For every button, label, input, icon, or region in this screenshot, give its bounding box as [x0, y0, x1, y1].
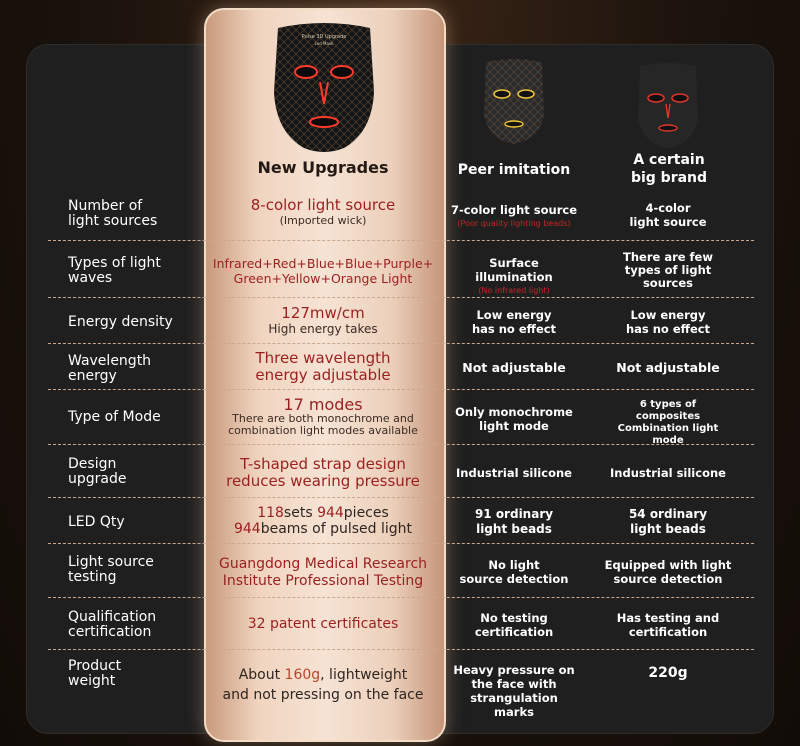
- led-sets-count: 118: [257, 505, 284, 521]
- label-line: Number of: [68, 198, 143, 214]
- led-beams-unit: beams of pulsed light: [260, 521, 413, 537]
- led-pieces-unit: pieces: [343, 505, 389, 521]
- peer-mask-image: [478, 56, 550, 148]
- header-brand-line2: big brand: [630, 170, 708, 186]
- cell-line: 91 ordinary: [474, 507, 554, 521]
- cell-brand-design: [602, 466, 734, 480]
- cell-line: certification: [628, 625, 708, 639]
- cell-brand-testing: [602, 558, 734, 586]
- led-pieces-count: 944: [317, 505, 344, 521]
- cell-main-text: Guangdong Medical Research: [218, 556, 428, 572]
- cell-main-text: 127mw/cm: [281, 304, 365, 322]
- cell-main-text: T-shaped strap design: [240, 455, 406, 473]
- cell-brand-wavelength: [602, 361, 734, 375]
- label-qualification-certification: [68, 610, 156, 640]
- cell-line: Not adjustable: [616, 360, 720, 375]
- cell-sub-text: reduces wearing pressure: [226, 472, 420, 490]
- label-line: waves: [68, 270, 113, 286]
- cell-brand-light-waves: [602, 251, 734, 290]
- cell-new-weight: [206, 665, 440, 705]
- cell-line: Not adjustable: [462, 360, 566, 375]
- row-divider: [48, 389, 754, 390]
- cell-line: 6 types of: [639, 399, 697, 410]
- cell-main-text: 7-color light source: [450, 203, 578, 217]
- cell-new-light-sources: [206, 197, 440, 228]
- cell-line: 54 ordinary: [628, 507, 708, 521]
- label-led-qty: [68, 515, 125, 530]
- cell-sub-text: energy adjustable: [255, 366, 391, 384]
- cell-peer-led-qty: [450, 507, 578, 537]
- cell-main-text: [206, 505, 440, 521]
- cell-sub-text: High energy takes: [268, 322, 378, 336]
- header-new-upgrades: New Upgrades: [257, 158, 389, 177]
- cell-sub-text: (Imported wick): [279, 214, 367, 227]
- cell-line: Low energy: [476, 308, 552, 322]
- header-brand-line1: A certain: [633, 152, 705, 168]
- weight-prefix: About: [238, 667, 285, 683]
- label-product-weight: [68, 659, 121, 689]
- mask-subtitle-text: Led Mask: [314, 41, 334, 46]
- cell-line: sources: [642, 276, 694, 290]
- cell-line: light mode: [479, 419, 549, 433]
- cell-line: source detection: [459, 572, 569, 586]
- cell-new-certification: [206, 616, 440, 633]
- row-divider: [48, 497, 754, 498]
- led-mask-image: [268, 22, 380, 154]
- cell-line: Combination light mode: [617, 423, 719, 446]
- cell-new-wavelength: [206, 350, 440, 384]
- cell-line: light beads: [630, 522, 706, 536]
- label-line: certification: [68, 624, 152, 640]
- cell-line: Heavy pressure on: [453, 663, 575, 677]
- cell-line: has no effect: [471, 322, 557, 336]
- row-divider: [48, 240, 754, 241]
- cell-line: 220g: [648, 665, 688, 681]
- label-line: Wavelength: [68, 353, 152, 369]
- label-types-of-light-waves: [68, 256, 161, 286]
- label-line: Energy density: [68, 314, 173, 330]
- cell-main-text: 17 modes: [283, 395, 363, 414]
- cell-peer-mode: [450, 405, 578, 433]
- cell-line: Industrial silicone: [456, 466, 572, 480]
- cell-main-text: Surface illumination: [475, 256, 553, 284]
- cell-line: types of light: [624, 263, 712, 277]
- cell-main-text: Three wavelength: [255, 349, 391, 367]
- cell-main-text: 8-color light source: [250, 196, 396, 214]
- weight-value: 160g: [284, 667, 321, 683]
- label-line: Qualification: [68, 609, 157, 625]
- brand-mask-image: [632, 60, 704, 152]
- cell-new-light-waves: [206, 256, 440, 286]
- label-line: light sources: [68, 213, 158, 229]
- cell-brand-mode: [602, 399, 734, 447]
- cell-sub-text: combination light modes available: [228, 424, 418, 437]
- label-design-upgrade: [68, 457, 126, 487]
- cell-peer-energy-density: [450, 308, 578, 336]
- label-line: Product: [68, 658, 122, 674]
- mask-title-text: Pulse 3D Upgrade: [301, 34, 347, 40]
- cell-line: Equipped with light: [604, 558, 732, 572]
- label-light-source-testing: [68, 555, 154, 585]
- row-divider: [48, 597, 754, 598]
- row-divider: [48, 649, 754, 650]
- cell-new-led-qty: [206, 505, 440, 537]
- label-line: Light source: [68, 554, 154, 570]
- cell-main-text: Infrared+Red+Blue+Blue+Purple+: [212, 256, 434, 271]
- cell-new-energy-density: [206, 305, 440, 336]
- cell-line: Has testing and: [616, 611, 720, 625]
- cell-line: source detection: [613, 572, 723, 586]
- cell-peer-testing: [450, 558, 578, 586]
- cell-line: light beads: [476, 522, 552, 536]
- cell-peer-light-sources: [450, 203, 578, 231]
- cell-brand-energy-density: [602, 308, 734, 336]
- cell-note-text: (Poor quality lighting beads): [457, 219, 571, 228]
- label-line: weight: [68, 673, 116, 689]
- cell-brand-certification: [602, 611, 734, 639]
- cell-line: strangulation marks: [470, 691, 558, 719]
- label-energy-density: [68, 315, 173, 330]
- cell-peer-wavelength: [450, 361, 578, 375]
- cell-line: composites: [635, 411, 701, 422]
- cell-peer-weight: [450, 663, 578, 719]
- cell-line: Only monochrome: [455, 405, 573, 419]
- cell-main-text: [206, 665, 440, 685]
- cell-main-text: 32 patent certificates: [247, 616, 399, 632]
- label-line: upgrade: [68, 471, 127, 487]
- cell-brand-weight: [602, 666, 734, 680]
- row-divider: [48, 297, 754, 298]
- label-line: Types of light: [68, 255, 161, 271]
- label-line: Type of Mode: [68, 409, 161, 425]
- cell-line: No testing: [480, 611, 548, 625]
- label-line: Design: [68, 456, 117, 472]
- label-type-of-mode: [68, 410, 161, 425]
- cell-sub-text: There are both monochrome and: [232, 412, 414, 425]
- cell-line: certification: [474, 625, 554, 639]
- cell-new-mode: [206, 396, 440, 437]
- label-line: LED Qty: [68, 514, 125, 530]
- cell-line: There are few: [623, 250, 713, 264]
- label-line: energy: [68, 368, 117, 384]
- row-divider: [48, 543, 754, 544]
- row-divider: [48, 343, 754, 344]
- cell-sub-text: Green+Yellow+Orange Light: [233, 271, 413, 286]
- led-sets-unit: sets: [283, 505, 318, 521]
- header-big-brand: [604, 151, 734, 187]
- cell-peer-certification: [450, 611, 578, 639]
- header-peer-imitation: Peer imitation: [457, 162, 571, 178]
- weight-suffix: , lightweight: [320, 667, 408, 683]
- cell-peer-light-waves: [450, 256, 578, 298]
- led-beams-count: 944: [233, 521, 261, 537]
- cell-line: light source: [629, 215, 707, 229]
- label-wavelength-energy: [68, 354, 151, 384]
- label-line: testing: [68, 569, 117, 585]
- cell-line: Industrial silicone: [610, 466, 726, 480]
- cell-new-testing: [206, 556, 440, 590]
- cell-new-design: [206, 456, 440, 490]
- cell-line: Low energy: [630, 308, 706, 322]
- cell-line: the face with: [471, 677, 557, 691]
- cell-brand-light-sources: [602, 201, 734, 229]
- cell-sub-text: Institute Professional Testing: [222, 573, 424, 589]
- cell-line: 4-color: [645, 201, 691, 215]
- cell-sub-text: [206, 521, 440, 537]
- cell-note-text: (No infrared light): [478, 286, 550, 295]
- cell-line: No light: [488, 558, 540, 572]
- label-number-of-light-sources: [68, 199, 157, 229]
- cell-brand-led-qty: [602, 507, 734, 537]
- cell-peer-design: [450, 466, 578, 480]
- cell-sub-text: and not pressing on the face: [222, 687, 424, 703]
- cell-line: has no effect: [625, 322, 711, 336]
